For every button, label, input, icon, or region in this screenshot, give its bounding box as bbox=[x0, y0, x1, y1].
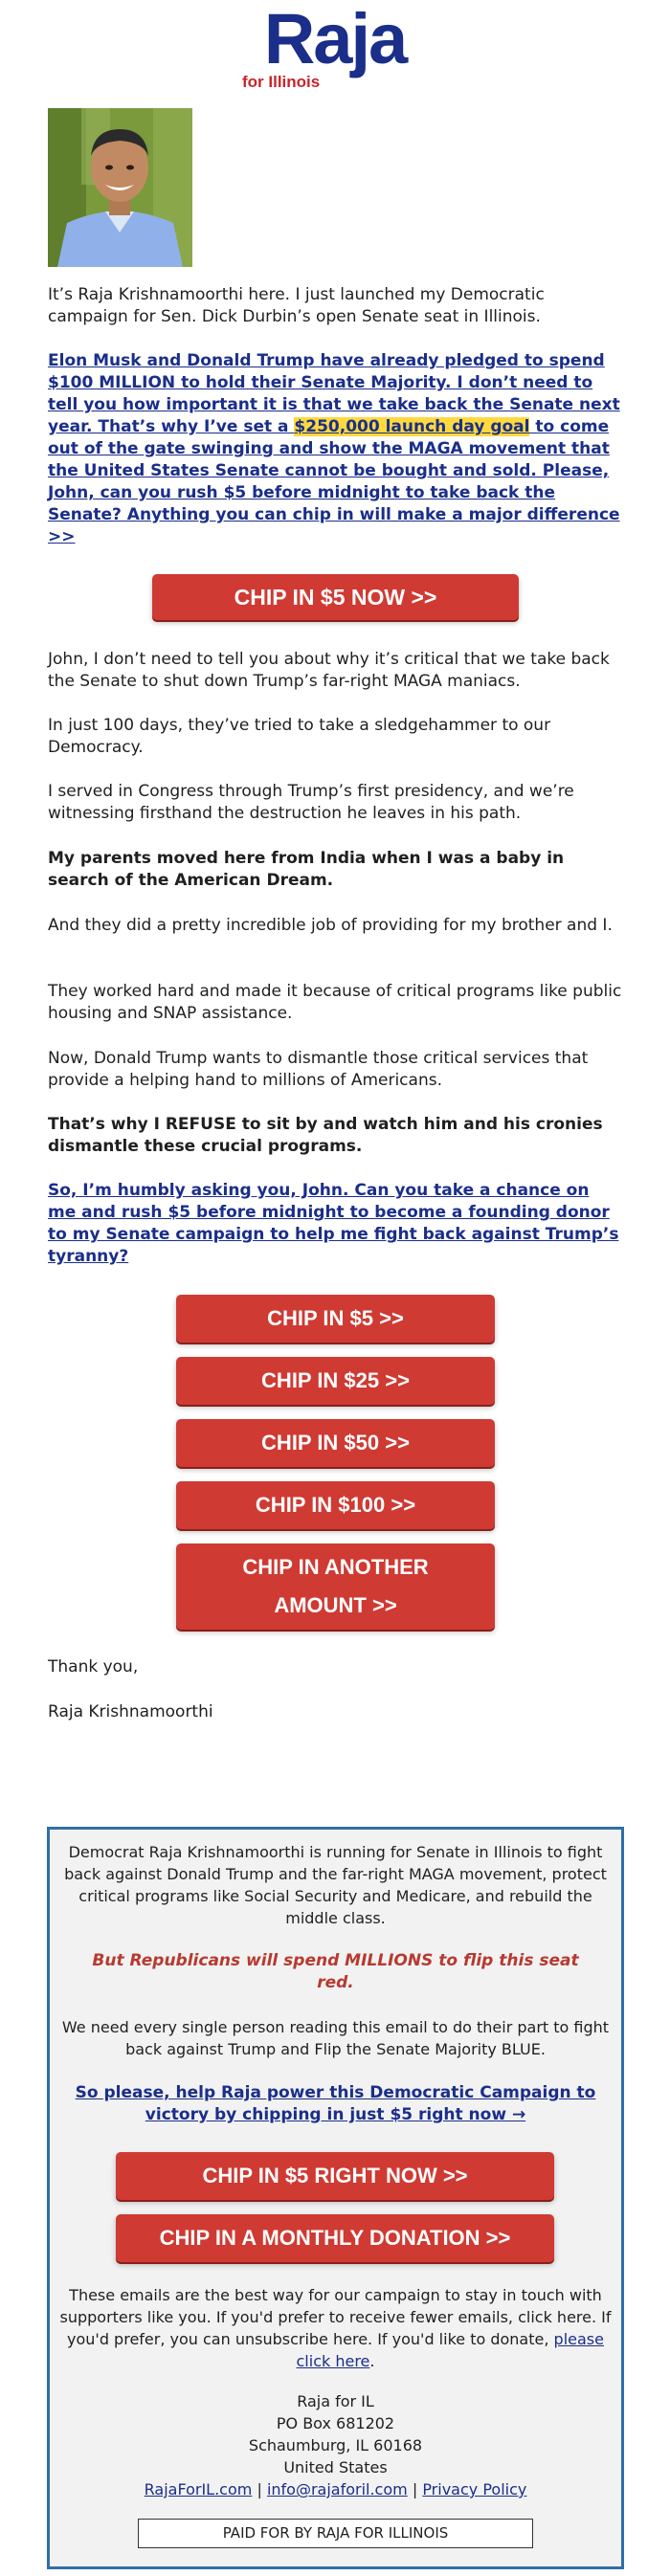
pitch-text-part2[interactable]: to come out of the gate swinging and show the MAGA movement that the United States Senate cannot be bought and sold. Please, John, can you rush $5 before midnight to take back the Senate? Anything you can chip in will make a major difference >> bbox=[48, 417, 620, 546]
body-paragraph-2: In just 100 days, they’ve tried to take a sledgehammer to our Democracy. bbox=[48, 716, 551, 757]
footer-warning: But Republicans will spend MILLIONS to flip this seat red. bbox=[92, 1951, 579, 1992]
pitch-link[interactable] bbox=[48, 350, 622, 548]
signoff-thanks: Thank you, bbox=[48, 1657, 139, 1677]
candidate-portrait-image bbox=[48, 108, 192, 267]
footer-separator: | bbox=[412, 2480, 418, 2498]
site-link[interactable]: RajaForIL.com bbox=[144, 2480, 253, 2498]
footer-box bbox=[47, 1827, 624, 2569]
footer-period: . bbox=[369, 2352, 375, 2370]
chip-in-another-amount-button[interactable] bbox=[176, 1543, 495, 1630]
footer-separator: | bbox=[257, 2480, 262, 2498]
chip-in-50-button[interactable]: CHIP IN $50 >> bbox=[176, 1419, 495, 1467]
privacy-policy-link[interactable]: Privacy Policy bbox=[422, 2480, 527, 2498]
body-paragraph-4: My parents moved here from India when I was a baby in search of the American Dream. bbox=[48, 849, 565, 890]
another-amount-line2[interactable]: AMOUNT >> bbox=[274, 1593, 397, 1617]
footer-links bbox=[59, 2478, 612, 2500]
body-paragraph-6: They worked hard and made it because of critical programs like public housing and SNAP assistance. bbox=[48, 982, 622, 1023]
footer-need: We need every single person reading this email to do their part to fight back against Trump and Flip the Senate Majority BLUE. bbox=[61, 2018, 610, 2058]
footer-country: United States bbox=[283, 2458, 388, 2476]
footer-ask-link[interactable]: So please, help Raja power this Democratic Campaign to victory by chipping in just $5 right now → bbox=[75, 2083, 596, 2124]
body-paragraph-3: I served in Congress through Trump’s first presidency, and we’re witnessing firsthand the destruction he leaves in his path. bbox=[48, 782, 574, 823]
footer-intro: Democrat Raja Krishnamoorthi is running for Senate in Illinois to fight back against Donald Trump and the far-right MAGA movement, protect critical programs like Social Security and Medicare, and rebuild the middle class. bbox=[64, 1843, 607, 1927]
footer-emails-note bbox=[59, 2284, 612, 2372]
ask-link[interactable]: So, I’m humbly asking you, John. Can you take a chance on me and rush $5 before midnight to become a founding donor to my Senate campaign to help me fight back against Trump’s tyranny? bbox=[48, 1181, 619, 1266]
chip-in-100-button[interactable]: CHIP IN $100 >> bbox=[176, 1481, 495, 1529]
footer-emails-text: These emails are the best way for our campaign to stay in touch with supporters like you. If you'd prefer to receive fewer emails, click here. If you'd prefer, you can unsubscribe here. If you'd like to donate, bbox=[59, 2286, 612, 2348]
footer-city: Schaumburg, IL 60168 bbox=[248, 2436, 423, 2454]
chip-in-5-right-now-button[interactable]: CHIP IN $5 RIGHT NOW >> bbox=[116, 2152, 554, 2200]
chip-in-5-button[interactable]: CHIP IN $5 >> bbox=[176, 1295, 495, 1343]
donate-link[interactable]: please click here bbox=[296, 2330, 604, 2370]
body-paragraph-8: That’s why I REFUSE to sit by and watch him and his cronies dismantle these crucial programs. bbox=[48, 1115, 603, 1156]
footer-po-box: PO Box 681202 bbox=[276, 2414, 395, 2432]
body-paragraph-7: Now, Donald Trump wants to dismantle those critical services that provide a helping hand to millions of Americans. bbox=[48, 1049, 589, 1090]
signoff-name: Raja Krishnamoorthi bbox=[48, 1702, 213, 1721]
campaign-logo bbox=[0, 0, 670, 105]
body-paragraph-5: And they did a pretty incredible job of providing for my brother and I. bbox=[48, 916, 613, 935]
another-amount-line1[interactable]: CHIP IN ANOTHER bbox=[242, 1555, 429, 1579]
chip-in-monthly-donation-button[interactable]: CHIP IN A MONTHLY DONATION >> bbox=[116, 2214, 554, 2262]
chip-in-5-now-button[interactable]: CHIP IN $5 NOW >> bbox=[152, 574, 519, 620]
paid-for-disclaimer: PAID FOR BY RAJA FOR ILLINOIS bbox=[138, 2519, 533, 2548]
body-paragraph-1: John, I don’t need to tell you about why it’s critical that we take back the Senate to shut down Trump’s far-right MAGA maniacs. bbox=[48, 650, 610, 691]
candidate-photo bbox=[48, 108, 192, 267]
pitch-text-part1[interactable]: Elon Musk and Donald Trump have already pledged to spend $100 MILLION to hold their Senate Majority. I don’t need to tell you how important it is that we take back the Senate next year. That’s why I’ve set a bbox=[48, 351, 620, 436]
chip-in-25-button[interactable]: CHIP IN $25 >> bbox=[176, 1357, 495, 1405]
footer-org: Raja for IL bbox=[297, 2392, 374, 2410]
goal-highlight[interactable]: $250,000 launch day goal bbox=[294, 417, 530, 436]
logo-wordmark: Raja bbox=[263, 0, 407, 78]
intro-paragraph: It’s Raja Krishnamoorthi here. I just launched my Democratic campaign for Sen. Dick Durbin’s open Senate seat in Illinois. bbox=[48, 285, 545, 326]
logo-subtitle: for Illinois bbox=[242, 73, 321, 91]
email-link[interactable]: info@rajaforil.com bbox=[266, 2480, 408, 2498]
